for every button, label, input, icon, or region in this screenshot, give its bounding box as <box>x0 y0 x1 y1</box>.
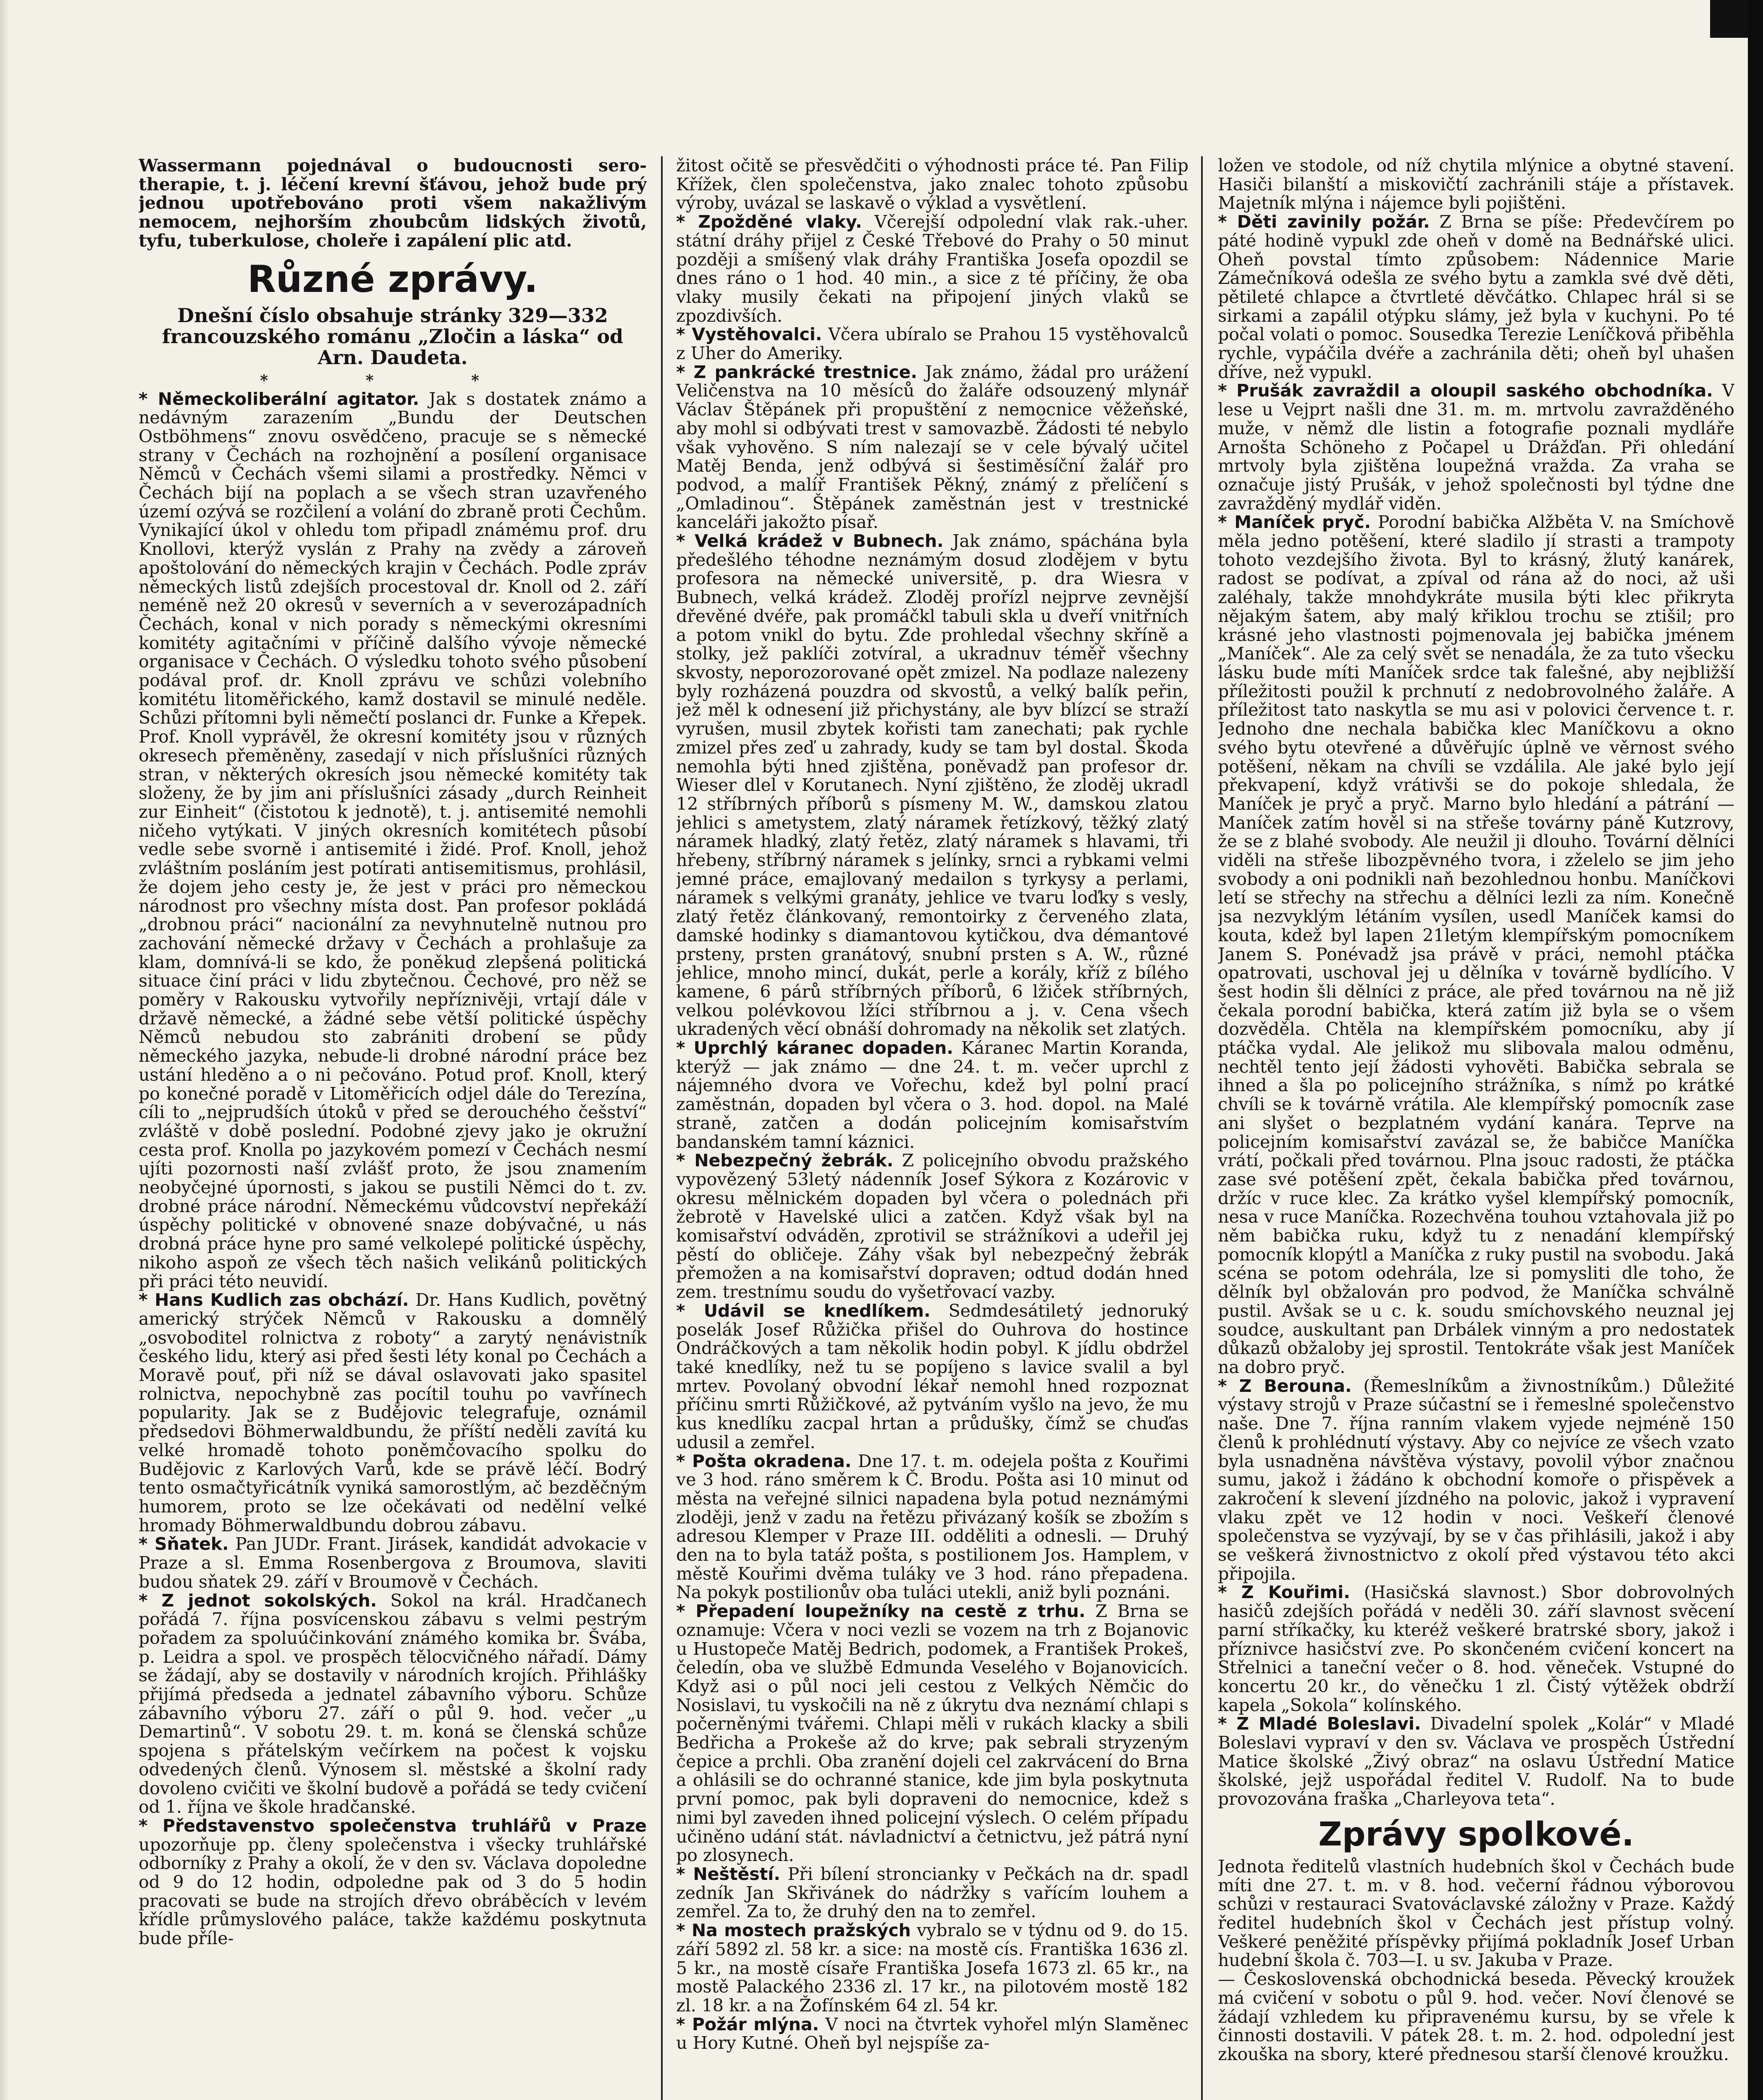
article-title: * Přepadení loupežníky na cestě z trhu. <box>676 1601 1086 1622</box>
article-title: * Prušák zavraždil a oloupil saského obchodníka. <box>1218 381 1713 401</box>
article-title: * Zpožděné vlaky. <box>676 212 862 232</box>
article-text: ložen ve stodole, od níž chytila mlýnice a obytné stavení. Hasiči bilanští a miskovičtí zachránili stáje a přístavek. Majetník mlýna i nájemce byli pojištěni. <box>1218 156 1734 213</box>
article-title: * Z jednot sokolských. <box>139 1590 377 1611</box>
article <box>676 213 1188 325</box>
scan-shadow-left <box>0 0 9 2100</box>
article-text: Káranec Martin Koranda, kterýž — jak známo — dne 24. t. m. večer uprchl z nájemného dvora ve Vořechu, kdež byl polní prací zaměstnán, dopaden byl včera o 3. hod. dopol. na Malé straně, zatčen a dodán policejním komisařstvím bandanském tamní káznici. <box>676 1038 1188 1152</box>
article <box>676 1921 1188 2015</box>
article-title: * Vystěhovalci. <box>676 324 822 345</box>
article-title: * Velká krádež v Bubnech. <box>676 531 944 551</box>
article-text: Včera ubíralo se Prahou 15 vystěhovalců z Uher do Ameriky. <box>676 324 1188 364</box>
article <box>676 1302 1188 1452</box>
article-text: upozorňuje pp. členy společenstva i všecky truhlářské odborníky z Prahy a okolí, že v den sv. Václava dopoledne od 9 do 12 hodin, odpoledne pak od 3 do 5 hodin pracovati se bude na strojích dřevo obráběcích v levém křídle průmyslového paláce, takže každému poskytnuta bude příle- <box>139 1834 647 1949</box>
article <box>139 1816 647 1948</box>
article-title: * Z Mladé Boleslavi. <box>1218 1714 1421 1734</box>
article-text: vybralo se v týdnu od 9. do 15. září 5892 zl. 58 kr. a sice: na mostě cís. Františka 1636 zl. 5 kr., na mostě císaře Františka Josefa 1673 zl. 65 kr., na mostě Palackého 2336 zl. 17 kr., na pilotovém mostě 182 zl. 18 kr. a na Žofínském 64 zl. 54 kr. <box>676 1920 1188 2016</box>
article-title: * Hans Kudlich zas obchází. <box>139 1290 409 1310</box>
article-title: * Udávil se knedlíkem. <box>676 1300 931 1321</box>
section-heading: Různé zprávy. <box>247 257 538 301</box>
article-text: (Řemeslníkům a živnostníkům.) Důležité výstavy strojů v Praze súčastní se i řemeslné společenstvo naše. Dne 7. října ranním vlakem vyjede nejméně 150 členů k prohlédnutí výstavy. Aby co nejvíce ze všech vzato byla usnadněna návštěva výstavy, povolil výbor značnou sumu, jakož i žádáno k obchodní komoře o přispěvek a zakročení k slevení jízdného na polovic, jakož i vypravení vlaku zpět ve 12 hodin v noci. Veškeří členové společenstva se vyzývají, by se v čas přihlásili, jakož i aby se veškerá živnostnictvo z okolí před výstavou této akci připojila. <box>1218 1376 1734 1584</box>
article-text: Porodní babička Alžběta V. na Smíchově měla jedno potěšení, které sladilo jí strasti a trampoty tohoto vezdejšího života. Byl to krásný, žlutý kanárek, radost se podívat, a zpíval od rána až do noci, až uši zaléhaly, takže mnohdykráte musila býti klec přikryta nějakým šatem, aby malý křiklou trochu se ztišil; pro krásné jeho vlastnosti pojmenovala jej babička jménem „Maníček“. Ale za celý svět se nenadála, že za tuto všecku lásku bude míti Maníček srdce tak falešné, aby nejbližší příležitosti použil k prchnutí z nedobrovolného žaláře. A příležitost tato naskytla se mu asi v polovici července t. r. Jednoho dne nechala babička klec Maníčkovu a okno svého bytu otevřené a důvěřujíc úplně ve věrnost svého potěšení, někam na chvíli se vzdálila. Ale jaké bylo její překvapení, když vrátivši se do pokoje shledala, že Maníček je pryč a pryč. Marno bylo hledání a pátrání — Maníček zatím hověl si na střeše továrny páně Kutzrovy, že se z blahé svobody. Ale neužil ji dlouho. Tovární dělníci viděli na střeše libozpěvného tvora, i zželelo se jim jeho svobody a oni podnikli naň bezohlednou honbu. Maníčkovi letí se střechy na střechu a dělníci lezli za ním. Konečně jsa nezvyklým létáním vysílen, usedl Maníček kamsi do kouta, kdež byl lapen 21letým klempířským pomocníkem Janem S. Ponévadž jsa právě v práci, nemohl ptáčka opatrovati, uschoval jej u dělníka v továrně bydlícího. V šest hodin šli dělníci z práce, ale před továrnou na ně již čekala porodní babička, která zatím již byla se o všem dozvěděla. Chtěla na klempířském pomocníku, aby jí ptáčka vydal. Ale jelikož mu slibovala malou odměnu, nechtěl tento její žádosti vyhověti. Babička sebrala se ihned a šla po policejního strážníka, s nímž po krátké chvíli se k továrně vrátila. Ale klempířský pomocník zase ani slyšet o bezplatném vydání kanára. Teprve na policejním komisařství zavázal se, že babičce Maníčka vrátí, počkali před továrnou. Plna jsouc radosti, že ptáčka zase své potěšení zpět, čekala babička před továrnou, držíc v ruce klec. Za krátko vyšel klempířský pomocník, nesa v ruce Maníčka. Rozechvěna touhou vztahovala již po něm babička ruku, když tu z nenadání klempířský pomocník klopýtl a Maníčka z ruky pustil na svobodu. Jaká scéna se potom odehrála, lze si pomysliti dle toho, že dělník byl obžalován pro podvod, že Maníčka schválně pustil. Avšak se u c. k. soudu smíchovského neuznal jej soudce, auskultant pan Drbálek vinným a pro nedostatek důkazů obžaloby jej sprostil. Tentokráte však jest Maníček na dobro pryč. <box>1218 512 1734 1377</box>
article-text: Dr. Hans Kudlich, povětný americký strýček Němců v Rakousku a domnělý „osvoboditel rolnictva z roboty“ a zarytý nenávistník českého lidu, který asi před šesti léty konal po Čechách a Moravě pouť, při níž se dával oslavovati jako spasitel rolnictva, nepochybně zas pocítil touhu po vavřínech popularity. Jak se z Budějovic telegrafuje, oznámil předsedovi Böhmerwaldbundu, že příští neděli zavítá ku velké hromadě tohoto poněmčovacího spolku do Budějovic z Karlových Varů, kde se právě léčí. Bodrý tento osmačtyřicátník vyniká samorostlým, ač bezděčným humorem, proto se lze očekávati od nedělní velké hromady Böhmerwaldbundu dobrou zábavu. <box>139 1290 647 1536</box>
article-title: * Požár mlýna. <box>676 2014 819 2034</box>
article <box>676 1865 1188 1921</box>
article <box>676 325 1188 362</box>
lead-notice: Dnešní číslo obsahuje stránky 329—332 francouzského románu „Zločin a láska“ od Arn. Daudeta. <box>162 304 624 369</box>
article-title: * Uprchlý káranec dopaden. <box>676 1038 953 1058</box>
article-title: * Maníček pryč. <box>1218 512 1371 533</box>
scan-corner-mark <box>1710 0 1748 38</box>
article <box>1218 1714 1734 1809</box>
column-3 <box>1218 156 1734 2100</box>
article <box>139 1591 647 1816</box>
article-text: Dne 17. t. m. odejela pošta z Kouřimi ve 3 hod. ráno směrem k Č. Brodu. Pošta asi 10 minut od města na veřejné silnici napadena byla potud neznámými zloději, jenž v zadu na řetězu přivázaný košík se zbožím s adresou Klemper v Praze III. odděliti a odnesli. — Druhý den na to byla tatáž pošta, s postilionem Jos. Hamplem, v městě Kouřimi dvěma tuláky ve 3 hod. ráno přepadena. Na pokyk postilionův oba tuláci utekli, aniž byli poznáni. <box>676 1451 1188 1603</box>
article-text: V noci na čtvrtek vyhořel mlýn Slaměnec u Hory Kutné. Oheň byl nejspíše za- <box>676 2014 1188 2053</box>
article-text: Včerejší odpolední vlak rak.-uher. státní dráhy přijel z České Třebové do Prahy o 50 minut později a smíšený vlak dráhy Františka Josefa opozdil se dnes ráno o 1 hod. 40 min., a sice z té příčiny, že oba vlaky musily čekati na připojení jiných vlaků se zpozdivších. <box>676 212 1188 326</box>
article-text: V lese u Vejprt našli dne 31. m. m. mrtvolu zavražděného muže, v němž dle listin a fotografie poznali mydláře Arnošta Schöneho z Počapel u Drážďan. Při ohledání mrtvoly byla zjištěna loupežná vražda. Za vraha se označuje jistý Prušák, v jehož společnosti byl týdne dne zavražděný mydlář viděn. <box>1218 381 1734 514</box>
scan-border-right <box>1748 0 1763 2100</box>
article-text: Jak známo, spáchána byla předešlého téhodne neznámým dosud zlodějem v bytu profesora na německé universitě, p. dra Wiesra v Bubnech, velká krádež. Zloděj prořízl nejprve zevnější dřevěné dvéře, pak promáčkl tabuli skla u dveří vnitřních a potom vnikl do bytu. Zde prohledal všechny skříně a stolky, jež paklíči zotvíral, a ukradnuv téměř všechny skvosty, neporozorované opět zmizel. Na podlaze nalezeny byly rozházená pouzdra od skvostů, a velký balík peřin, jež měl k odnesení již přichystány, ale byv blízcí se straží vyrušen, musil zbytek kořisti tam zanechati; pak rychle zmizel přes zeď u zahrady, kudy se tam byl dostal. Škoda nemohla býti hned zjištěna, poněvadž pan profesor dr. Wieser dlel v Korutanech. Nyní zjištěno, že zloděj ukradl 12 stříbrných příborů s písmeny M. W., damskou zlatou jehlici s ametystem, zlatý náramek řetízkový, těžký zlatý náramek hladký, zlatý řetěz, zlatý náramek s hlavami, tři hřebeny, stříbrný náramek s jelínky, srnci a rybkami velmi jemné práce, emajlovaný medailon s tyrkysy a perlami, náramek s velkými granáty, jehlice ve tvaru loďky s vesly, zlatý řetěz článkovaný, remontoirky z červeného zlata, damské hodinky s diamantovou kytičkou, dva démantové prsteny, prsten granátový, snubní prsten s A. W., různé jehlice, mnoho mincí, dukát, perle a korály, kříž z bílého kamene, 6 párů stříbrných příborů, 6 lžiček stříbrných, velkou polévkovou lžíci stříbrnou a j. v. Cena všech ukradených věcí obnáší dohromady na několik set zlatých. <box>676 531 1188 1040</box>
article <box>1218 1583 1734 1714</box>
article-title: * Děti zavinily požár. <box>1218 212 1430 232</box>
article <box>1218 213 1734 381</box>
article-title: * Pošta okradena. <box>676 1451 852 1471</box>
article-title: * Sňatek. <box>139 1534 229 1554</box>
article <box>676 1602 1188 1865</box>
article <box>1218 1377 1734 1583</box>
article-text: Jak známo, žádal pro urážení Veličenstva na 10 měsíců do žaláře odsouzený mlynář Václav Štěpánek při propuštění z nemocnice věžeňské, aby mohl si odbývati trest v samovazbě. Žádosti té nebylo však vyhověno. S ním nalezají se v cele bývalý učitel Matěj Benda, jenž odbývá si šestiměsíční žalář pro podvod, a malíř František Pěkný, známý z přelíčení s „Omladinou“. Štěpánek zaměstnán jest v trestnické kanceláři jakožto písař. <box>676 362 1188 533</box>
article <box>676 363 1188 532</box>
article <box>139 390 647 1291</box>
article <box>1218 381 1734 513</box>
article-text: žitost očitě se přesvědčiti o výhodnosti práce té. Pan Filip Křížek, člen společenstva, jako znalec tohoto způsobu výroby, uvázal se laskavě o výklad a vysvětlení. <box>676 156 1188 213</box>
article-text: Sedmdesátiletý jednoruký poselák Josef Růžička přišel do Ouhrova do hostince Ondráčkových a tam několik hodin pobyl. K jídlu obdržel také knedlíky, než tu se popíjeno s lavice svalil a byl mrtev. Povolaný obvodní lékař nemohl hned rozpoznat příčinu smrti Růžičkové, až pytváním vyšlo na jevo, že mu kus knedlíku zacpal hrtan a průdušky, čímž se chuďas udusil a zemřel. <box>676 1300 1188 1452</box>
separator-stars: * * * <box>260 371 525 389</box>
article-text: Jednota ředitelů vlastních hudebních škol v Čechách bude míti dne 27. t. m. v 8. hod. večerní řádnou výborovou schůzi v restauraci Svatováclavské záložny v Praze. Každý ředitel hudebních škol v Čechách jest přístup volný. Veškeré peněžité příspěvky přijímá pokladník Josef Urban hudební škola č. 703—I. u sv. Jakuba v Praze. <box>1218 1856 1734 1971</box>
article <box>676 1452 1188 1602</box>
article <box>676 532 1188 1039</box>
article <box>1218 513 1734 1376</box>
article-text: Jak s dostatek známo a nedávným zarazením „Bundu der Deutschen Ostböhmens“ znovu osvědčeno, pracuje se s německé strany v Čechách na rozhojnění a posílení organisace Němců v Čechách všemi silami a prostředky. Němci v Čechách bijí na poplach a se všech stran uzavřeného území ozývá se rozčilení a volání do zbraně proti Čechům. Vynikající úkol v ohledu tom připadl známému prof. dru Knollovi, kterýž vyslán z Prahy na zvědy a zároveň apoštolování do německých krajin v Čechách. Podle zpráv německých listů zdejších procestoval dr. Knoll od 2. září neméně než 20 okresů v severních a v severozápadních Čechách, konal v nich porady s německými okresními komitéty agitačními v příčině dalšího vývoje německé organisace v Čechách. O výsledku tohoto svého působení podával prof. dr. Knoll zprávu ve schůzi volebního komitétu litoměřického, kamž dostavil se minulé neděle. Schůzi přítomni byli němečtí poslanci dr. Funke a Křepek. Prof. Knoll vyprávěl, že okresní komitéty jsou v různých okresech přeměněny, zasedají v nich příslušníci různých stran, v některých okresích jsou německé komitéty tak složeny, že by jim ani příslušníci zásady „durch Reinheit zur Einheit“ (čistotou k jednotě), t. j. antisemité nemohli ničeho vytýkati. V jiných okresních komitétech působí vedle sebe svorně i antisemité i židé. Prof. Knoll, jehož zvláštním posláním jest potírati antisemitismus, prohlásil, že dojem jeho cesty je, že jest v práci pro německou národnost pro všechny místa dost. Pan profesor pokládá „drobnou práci“ nacionální za nevyhnutelně nutnou pro zachování německé državy v Čechách a prohlašuje za klam, domnívá-li se kdo, že poněkud zlepšená politická situace činí práci v lidu zbytečnou. Čechové, pro něž se poměry v Rakousku vytvořily nepříznivěji, vrtají dále v državě německé, a žádné sebe větší politické úspěchy Němců nebudou sto zabrániti drobení se půdy německého jazyka, nebude-li drobné národní práce bez ustání hleděno a o ni pečováno. Potud prof. Knoll, který po konečné poradě v Litoměřicích odjel dále do Terezína, cíli to „nejprudších útoků v před se derouchého češství“ zvláště v době poslední. Podobné zjevy jako je okružní cesta prof. Knolla po jazykovém pomezí v Čechách nesmí ujíti pozornosti naší zvlášť proto, že jsou znamením neobyčejné úpornosti, s jakou se pustili Němci do t. zv. drobné práce národní. Německému vůdcovství nepřekáží úspěchy politické v obnovené snaze dobývačné, u nás drobná práce hyne pro samé velkolepé politické úspěchy, nikoho aspoň ze všech těch našich velikánů politických při práci této neuvidí. <box>139 388 647 1292</box>
article <box>676 2015 1188 2053</box>
article-text: Z policejního obvodu pražského vypovězený 53letý nádenník Josef Sýkora z Kozárovic v okresu mělnickém dopaden byl včera o polednách při žebrotě v Havelské ulici a zatčen. Když však byl na komisařství odváděn, zprotivil se strážníkovi a udeřil jej pěstí do obličeje. Záhy však byl nebezpečný žebrák přemožen a na komisařství dopraven; odtud dodán hned zem. trestnímu soudu do vyšetřovací vazby. <box>676 1150 1188 1302</box>
text-columns <box>139 156 1743 2100</box>
column-1 <box>139 156 647 2100</box>
article-text: Při bílení stroncianky v Pečkách na dr. spadl zedník Jan Skřivánek do nádržky s vařícím louhem a zemřel. Za to, že druhý den na to zemřel. <box>676 1864 1188 1922</box>
article <box>139 1291 647 1535</box>
section-heading: Zprávy spolkové. <box>1318 1815 1634 1853</box>
article-text: Wassermann pojednával o budoucnosti sero-therapie, t. j. léčení krevní šťávou, jehož bude prý jednou upotřebováno proti všem nakažlivým nemocem, nejhorším zhoubcům lidských životů, tyfu, tuberkulose, choleře i zapálení plic atd. <box>139 156 647 251</box>
article <box>139 1535 647 1591</box>
article-title: * Z pankrácké trestnice. <box>676 362 918 382</box>
article-text: Sokol na král. Hradčanech pořádá 7. října posvícenskou zábavu s velmi pestrým pořadem za spoluúčinkování známého komika br. Švába, p. Leidra a spol. ve prospěch tělocvičného nářadí. Dámy se žádají, aby se dostavily v národních krojích. Přihlášky přijímá předseda a jednatel zábavního výboru. Schůze zábavního výboru 27. září o půl 9. hod. večer „u Demartinů“. V sobotu 29. t. m. koná se členská schůze spojena s přátelským večírkem na počest k vojsku odvedených členů. Výnosem sl. městské a školní rady dovoleno cvičiti ve školní budově a pořádá se tedy cvičení od 1. října ve škole hradčanské. <box>139 1590 647 1817</box>
article-text: Z Brna se oznamuje: Včera v noci vezli se vozem na trh z Bojanovic u Hustopeče Matěj Bedrich, podomek, a František Prokeš, čeledín, oba ve službě Edmunda Veselého v Bojanovicích. Když asi o půl noci jeli cestou z Velkých Němčic do Nosislavi, tu vyskočili na ně z úkrytu dva neznámí chlapi s počerněnými tvářemi. Chlapi měli v rukách klacky a sbili Bedřicha a Prokeše až do krve; pak sebrali stryzeným čepice a prchli. Oba zranění dojeli cel zakrvácení do Brna a ohlásili se do ochranné stanice, kde jim byla poskytnuta první pomoc, pak byli dopraveni do nemocnice, kdež s nimi byl zaveden ihned policejní výslech. O celém případu učiněno udání stát. návladnictví a četnictvu, jež pátrá nyní po zlosynech. <box>676 1601 1188 1866</box>
article-title: * Nebezpečný žebrák. <box>676 1150 894 1171</box>
column-2 <box>676 156 1188 2100</box>
article-title: * Na mostech pražských <box>676 1920 911 1941</box>
article-text: (Hasičská slavnost.) Sbor dobrovolných hasičů zdejších pořádá v neděli 30. září slavnost svěcení parní stříkačky, ku kteréž veškeré bratrské sbory, jakož i příznivce hasičství zve. Po skončeném cvičení koncert na Střelnici a taneční večer o 8. hod. věneček. Vstupné do koncertu 20 kr., do věnečku 1 zl. Čistý výtěžek obdrží kapela „Sokola“ kolínského. <box>1218 1582 1734 1715</box>
article-title: * Z Kouřimi. <box>1218 1582 1350 1603</box>
article-title: * Německoliberální agitator. <box>139 388 420 409</box>
article-text: Z Brna se píše: Předevčírem po páté hodině vypukl zde oheň v domě na Bednářské ulici. Oheň povstal tímto způsobem: Nádennice Marie Zámečníková odešla ze svého bytu a zamkla své dvě děti, pětileté chlapce a čtvrtleté děvčátko. Chlapec hrál si se sirkami a zapálil otýpku slámy, jež byla v kuchyni. Po té počal volati o pomoc. Sousedka Terezie Leníčková přiběhla rychle, vypáčila dvéře a zachránila děti; oheň byl uhašen dříve, než vypukl. <box>1218 212 1734 382</box>
article-text: Pan JUDr. Frant. Jirásek, kandidát advokacie v Praze a sl. Emma Rosenbergova z Broumova, slaviti budou sňatek 29. září v Broumově v Čechách. <box>139 1534 647 1592</box>
article-title: * Z Berouna. <box>1218 1376 1352 1396</box>
article-title: * Neštěstí. <box>676 1864 780 1884</box>
article <box>676 1151 1188 1302</box>
article <box>676 1039 1188 1151</box>
article-text: — Československá obchodnická beseda. Pěvecký kroužek má cvičení v sobotu o půl 9. hod. večer. Noví členové se žádají vzhledem ku připravenému kursu, by se vřele k činnosti dostavili. V pátek 28. t. m. 2. hod. odpolední jest zkouška na sbory, které přednesou starší členové kroužku. <box>1218 1969 1734 2064</box>
article-title: * Představenstvo společenstva truhlářů v Praze <box>139 1815 647 1836</box>
article-text: Divadelní spolek „Kolár“ v Mladé Boleslavi vypraví v den sv. Václava ve prospěch Ústřední Matice školské „Živý obraz“ na oslavu Ústřední Matice školské, jejž uspořádal ředitel V. Rudolf. Na to bude provozována fraška „Charleyova teta“. <box>1218 1714 1734 1809</box>
